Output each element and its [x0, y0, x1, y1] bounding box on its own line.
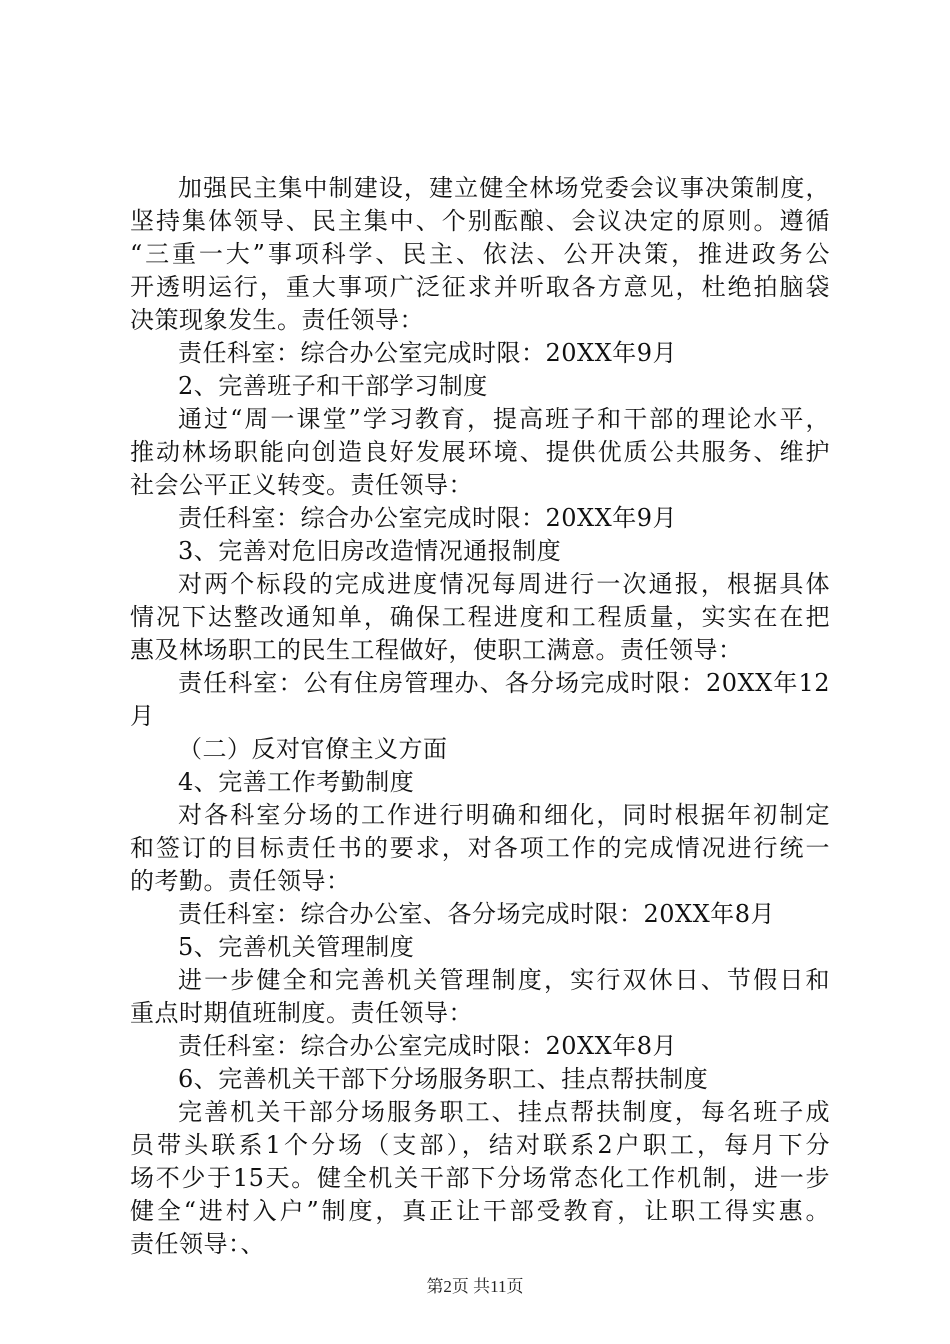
- text-line: 责任科室：综合办公室、各分场完成时限：20XX年8月: [178, 900, 775, 928]
- text-line: 月: [130, 702, 155, 730]
- text-line: 4、完善工作考勤制度: [178, 768, 415, 796]
- text-line: 责任科室：公有住房管理办、各分场完成时限：20XX年12: [178, 669, 830, 697]
- text-line: 和签订的目标责任书的要求，对各项工作的完成情况进行统一: [130, 834, 830, 862]
- text-line: 开透明运行，重大事项广泛征求并听取各方意见，杜绝拍脑袋: [130, 273, 830, 301]
- text-line: 社会公平正义转变。责任领导：: [130, 471, 473, 499]
- text-line: 责任科室：综合办公室完成时限：20XX年9月: [178, 504, 677, 532]
- text-line: 的考勤。责任领导：: [130, 867, 351, 895]
- text-line: 重点时期值班制度。责任领导：: [130, 999, 473, 1027]
- text-line: “三重一大”事项科学、民主、依法、公开决策，推进政务公: [130, 240, 830, 268]
- page-footer: 第2页 共11页: [426, 1277, 524, 1296]
- text-line: 进一步健全和完善机关管理制度，实行双休日、节假日和: [178, 966, 830, 994]
- text-line: （二）反对官僚主义方面: [178, 735, 448, 763]
- text-line: 坚持集体领导、民主集中、个别酝酿、会议决定的原则。遵循: [130, 207, 830, 235]
- text-line: 加强民主集中制建设，建立健全林场党委会议事决策制度，: [178, 174, 830, 202]
- text-line: 健全“进村入户”制度，真正让干部受教育，让职工得实惠。: [130, 1197, 830, 1225]
- text-line: 通过“周一课堂”学习教育，提高班子和干部的理论水平，: [178, 405, 830, 433]
- text-line: 3、完善对危旧房改造情况通报制度: [178, 537, 562, 565]
- text-line: 责任领导：、: [130, 1230, 265, 1258]
- text-line: 情况下达整改通知单，确保工程进度和工程质量，实实在在把: [130, 603, 830, 631]
- text-line: 对各科室分场的工作进行明确和细化，同时根据年初制定: [178, 801, 830, 829]
- text-line: 6、完善机关干部下分场服务职工、挂点帮扶制度: [178, 1065, 709, 1093]
- text-line: 场不少于15天。健全机关干部下分场常态化工作机制，进一步: [130, 1164, 830, 1192]
- text-line: 5、完善机关管理制度: [178, 933, 415, 961]
- text-line: 责任科室：综合办公室完成时限：20XX年8月: [178, 1032, 677, 1060]
- text-line: 惠及林场职工的民生工程做好，使职工满意。责任领导：: [130, 636, 743, 664]
- document-body: [130, 172, 830, 1261]
- text-line: 对两个标段的完成进度情况每周进行一次通报，根据具体: [178, 570, 830, 598]
- text-line: 推动林场职能向创造良好发展环境、提供优质公共服务、维护: [130, 438, 830, 466]
- text-line: 决策现象发生。责任领导：: [130, 306, 424, 334]
- text-line: 员带头联系1个分场（支部），结对联系2户职工，每月下分: [130, 1131, 830, 1159]
- text-line: 责任科室：综合办公室完成时限：20XX年9月: [178, 339, 677, 367]
- text-line: 2、完善班子和干部学习制度: [178, 372, 488, 400]
- text-line: 完善机关干部分场服务职工、挂点帮扶制度，每名班子成: [178, 1098, 830, 1126]
